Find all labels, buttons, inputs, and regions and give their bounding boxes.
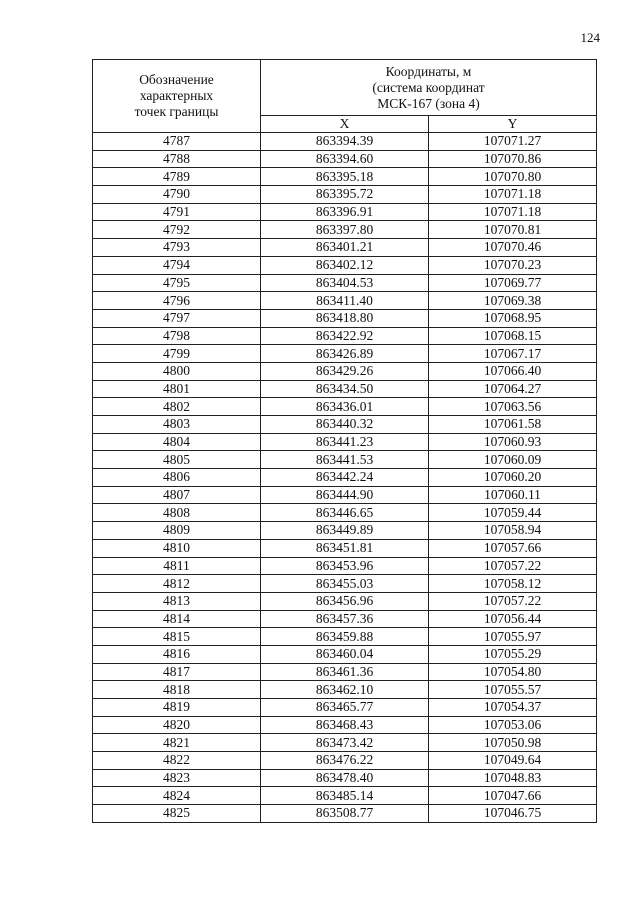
- y-coordinate-cell: 107064.27: [429, 380, 597, 398]
- table-row: [93, 663, 597, 681]
- x-coordinate-cell: 863453.96: [261, 557, 429, 575]
- x-coordinate-cell: 863456.96: [261, 592, 429, 610]
- y-coordinate-cell: 107055.57: [429, 681, 597, 699]
- x-coordinate-cell: 863485.14: [261, 787, 429, 805]
- point-cell: 4806: [93, 469, 261, 487]
- y-coordinate-cell: 107057.22: [429, 557, 597, 575]
- point-cell: 4818: [93, 681, 261, 699]
- y-column-header: Y: [429, 116, 597, 133]
- x-coordinate-cell: 863404.53: [261, 274, 429, 292]
- x-coordinate-cell: 863446.65: [261, 504, 429, 522]
- y-coordinate-cell: 107063.56: [429, 398, 597, 416]
- coords-header-line: (система координат: [372, 79, 485, 95]
- x-coordinate-cell: 863426.89: [261, 345, 429, 363]
- x-coordinate-cell: 863440.32: [261, 416, 429, 434]
- y-coordinate-cell: 107071.18: [429, 203, 597, 221]
- table-row: [93, 681, 597, 699]
- y-coordinate-cell: 107070.80: [429, 168, 597, 186]
- table-row: [93, 416, 597, 434]
- x-coordinate-cell: 863429.26: [261, 362, 429, 380]
- y-coordinate-cell: 107070.86: [429, 150, 597, 168]
- table-row: [93, 716, 597, 734]
- x-coordinate-cell: 863441.53: [261, 451, 429, 469]
- point-cell: 4788: [93, 150, 261, 168]
- table-row: [93, 539, 597, 557]
- y-coordinate-cell: 107055.29: [429, 645, 597, 663]
- y-coordinate-cell: 107071.27: [429, 133, 597, 151]
- table-row: [93, 221, 597, 239]
- table-row: [93, 345, 597, 363]
- y-coordinate-cell: 107054.80: [429, 663, 597, 681]
- y-coordinate-cell: 107058.94: [429, 522, 597, 540]
- x-coordinate-cell: 863411.40: [261, 292, 429, 310]
- y-coordinate-cell: 107054.37: [429, 699, 597, 717]
- x-coordinate-cell: 863465.77: [261, 699, 429, 717]
- table-row: [93, 575, 597, 593]
- table-row: [93, 486, 597, 504]
- table-row: [93, 734, 597, 752]
- point-cell: 4798: [93, 327, 261, 345]
- y-coordinate-cell: 107069.38: [429, 292, 597, 310]
- x-coordinate-cell: 863508.77: [261, 805, 429, 823]
- coords-header-line: Координаты, м: [385, 63, 472, 79]
- x-coordinate-cell: 863434.50: [261, 380, 429, 398]
- table-row: [93, 469, 597, 487]
- x-coordinate-cell: 863395.72: [261, 186, 429, 204]
- point-cell: 4817: [93, 663, 261, 681]
- point-cell: 4807: [93, 486, 261, 504]
- y-coordinate-cell: 107068.15: [429, 327, 597, 345]
- y-coordinate-cell: 107069.77: [429, 274, 597, 292]
- x-coordinate-cell: 863394.39: [261, 133, 429, 151]
- point-cell: 4805: [93, 451, 261, 469]
- x-coordinate-cell: 863462.10: [261, 681, 429, 699]
- x-coordinate-cell: 863473.42: [261, 734, 429, 752]
- point-cell: 4794: [93, 256, 261, 274]
- table-row: [93, 699, 597, 717]
- coordinates-header: [261, 60, 597, 116]
- table-row: [93, 557, 597, 575]
- x-coordinate-cell: 863397.80: [261, 221, 429, 239]
- point-cell: 4792: [93, 221, 261, 239]
- x-coordinate-cell: 863455.03: [261, 575, 429, 593]
- x-coordinate-cell: 863436.01: [261, 398, 429, 416]
- table-row: [93, 168, 597, 186]
- y-coordinate-cell: 107050.98: [429, 734, 597, 752]
- table-row: [93, 309, 597, 327]
- point-cell: 4804: [93, 433, 261, 451]
- point-cell: 4823: [93, 769, 261, 787]
- point-cell: 4815: [93, 628, 261, 646]
- y-coordinate-cell: 107049.64: [429, 752, 597, 770]
- point-cell: 4801: [93, 380, 261, 398]
- point-cell: 4808: [93, 504, 261, 522]
- y-coordinate-cell: 107060.93: [429, 433, 597, 451]
- table-row: [93, 504, 597, 522]
- x-coordinate-cell: 863476.22: [261, 752, 429, 770]
- x-coordinate-cell: 863460.04: [261, 645, 429, 663]
- page-number: 124: [580, 30, 600, 45]
- table-row: [93, 380, 597, 398]
- table-row: [93, 451, 597, 469]
- table-row: [93, 787, 597, 805]
- table-row: [93, 433, 597, 451]
- y-coordinate-cell: 107067.17: [429, 345, 597, 363]
- x-column-header: X: [261, 116, 429, 133]
- point-cell: 4810: [93, 539, 261, 557]
- point-cell: 4821: [93, 734, 261, 752]
- table-row: [93, 628, 597, 646]
- x-coordinate-cell: 863394.60: [261, 150, 429, 168]
- coords-header-line: МСК-167 (зона 4): [377, 95, 480, 111]
- point-cell: 4802: [93, 398, 261, 416]
- point-designation-header: [93, 60, 261, 133]
- y-coordinate-cell: 107059.44: [429, 504, 597, 522]
- x-coordinate-cell: 863459.88: [261, 628, 429, 646]
- table-row: [93, 752, 597, 770]
- table-row: [93, 256, 597, 274]
- x-coordinate-cell: 863418.80: [261, 309, 429, 327]
- table-row: [93, 398, 597, 416]
- point-cell: 4800: [93, 362, 261, 380]
- y-coordinate-cell: 107061.58: [429, 416, 597, 434]
- point-cell: 4790: [93, 186, 261, 204]
- table-row: [93, 522, 597, 540]
- point-cell: 4796: [93, 292, 261, 310]
- table-row: [93, 203, 597, 221]
- point-cell: 4822: [93, 752, 261, 770]
- y-coordinate-cell: 107060.11: [429, 486, 597, 504]
- point-cell: 4809: [93, 522, 261, 540]
- y-coordinate-cell: 107055.97: [429, 628, 597, 646]
- point-cell: 4799: [93, 345, 261, 363]
- y-coordinate-cell: 107057.66: [429, 539, 597, 557]
- x-coordinate-cell: 863422.92: [261, 327, 429, 345]
- table-row: [93, 769, 597, 787]
- y-coordinate-cell: 107070.23: [429, 256, 597, 274]
- table-row: [93, 805, 597, 823]
- x-coordinate-cell: 863444.90: [261, 486, 429, 504]
- y-coordinate-cell: 107047.66: [429, 787, 597, 805]
- table-row: [93, 362, 597, 380]
- point-cell: 4797: [93, 309, 261, 327]
- x-coordinate-cell: 863396.91: [261, 203, 429, 221]
- x-coordinate-cell: 863442.24: [261, 469, 429, 487]
- table-row: [93, 327, 597, 345]
- y-coordinate-cell: 107046.75: [429, 805, 597, 823]
- point-cell: 4811: [93, 557, 261, 575]
- y-coordinate-cell: 107068.95: [429, 309, 597, 327]
- table-row: [93, 239, 597, 257]
- y-coordinate-cell: 107056.44: [429, 610, 597, 628]
- x-coordinate-cell: 863457.36: [261, 610, 429, 628]
- x-coordinate-cell: 863395.18: [261, 168, 429, 186]
- x-coordinate-cell: 863451.81: [261, 539, 429, 557]
- x-coordinate-cell: 863402.12: [261, 256, 429, 274]
- point-cell: 4814: [93, 610, 261, 628]
- x-coordinate-cell: 863478.40: [261, 769, 429, 787]
- x-coordinate-cell: 863441.23: [261, 433, 429, 451]
- point-cell: 4820: [93, 716, 261, 734]
- point-cell: 4824: [93, 787, 261, 805]
- point-cell: 4791: [93, 203, 261, 221]
- y-coordinate-cell: 107048.83: [429, 769, 597, 787]
- table-row: [93, 292, 597, 310]
- x-coordinate-cell: 863461.36: [261, 663, 429, 681]
- point-cell: 4795: [93, 274, 261, 292]
- point-cell: 4787: [93, 133, 261, 151]
- table-row: [93, 645, 597, 663]
- x-coordinate-cell: 863449.89: [261, 522, 429, 540]
- coordinates-table: [92, 59, 597, 823]
- point-header-line: Обозначение: [139, 72, 214, 87]
- y-coordinate-cell: 107071.18: [429, 186, 597, 204]
- x-coordinate-cell: 863401.21: [261, 239, 429, 257]
- y-coordinate-cell: 107060.20: [429, 469, 597, 487]
- y-coordinate-cell: 107060.09: [429, 451, 597, 469]
- point-cell: 4813: [93, 592, 261, 610]
- table-row: [93, 592, 597, 610]
- point-cell: 4819: [93, 699, 261, 717]
- table-row: [93, 150, 597, 168]
- point-header-line: характерных: [139, 88, 214, 103]
- y-coordinate-cell: 107066.40: [429, 362, 597, 380]
- point-cell: 4793: [93, 239, 261, 257]
- table-row: [93, 610, 597, 628]
- point-cell: 4816: [93, 645, 261, 663]
- point-cell: 4789: [93, 168, 261, 186]
- point-cell: 4825: [93, 805, 261, 823]
- y-coordinate-cell: 107070.46: [429, 239, 597, 257]
- y-coordinate-cell: 107058.12: [429, 575, 597, 593]
- y-coordinate-cell: 107070.81: [429, 221, 597, 239]
- table-row: [93, 186, 597, 204]
- point-cell: 4812: [93, 575, 261, 593]
- point-cell: 4803: [93, 416, 261, 434]
- y-coordinate-cell: 107053.06: [429, 716, 597, 734]
- point-header-line: точек границы: [134, 104, 219, 119]
- x-coordinate-cell: 863468.43: [261, 716, 429, 734]
- table-row: [93, 274, 597, 292]
- y-coordinate-cell: 107057.22: [429, 592, 597, 610]
- table-row: [93, 133, 597, 151]
- table-body: [93, 133, 597, 823]
